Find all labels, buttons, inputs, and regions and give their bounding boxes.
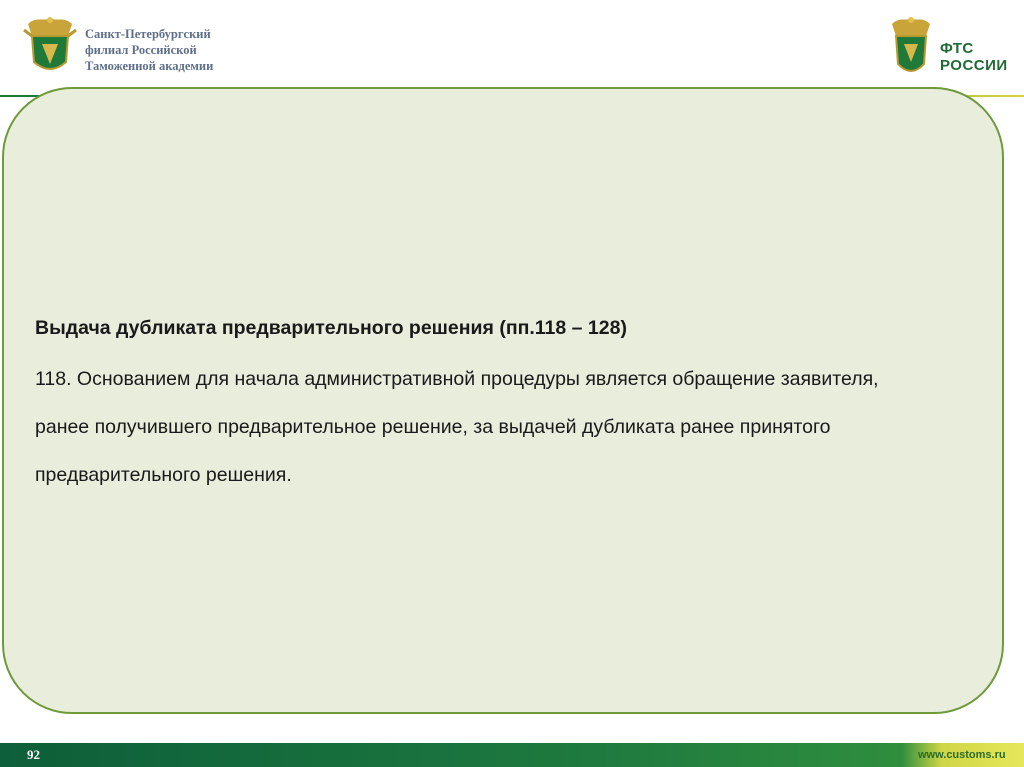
logo-line-1: ФТС [940, 40, 974, 57]
org-line-1: Санкт-Петербургский [85, 27, 211, 41]
page-number: 92 [27, 747, 40, 762]
fts-logo-text [940, 40, 1008, 74]
fts-emblem-icon [888, 14, 934, 80]
organization-name [85, 26, 255, 74]
slide-footer [0, 743, 1024, 767]
slide-header [0, 0, 1024, 96]
logo-line-2: РОССИИ [940, 57, 1008, 74]
slide-paragraph: 118. Основанием для начала административной процедуры является обращение заявителя, ранее получившего предварительное решение, за выдачей дубликата ранее принятого предварительного решения. [35, 368, 879, 486]
coat-of-arms-icon [22, 14, 78, 78]
org-line-2: филиал Российской [85, 43, 197, 57]
slide-content [35, 313, 915, 499]
website-link[interactable]: www.customs.ru [918, 749, 1006, 761]
org-line-3: Таможенной академии [85, 59, 214, 73]
slide-title: Выдача дубликата предварительного решения (пп.118 – 128) [35, 317, 627, 339]
